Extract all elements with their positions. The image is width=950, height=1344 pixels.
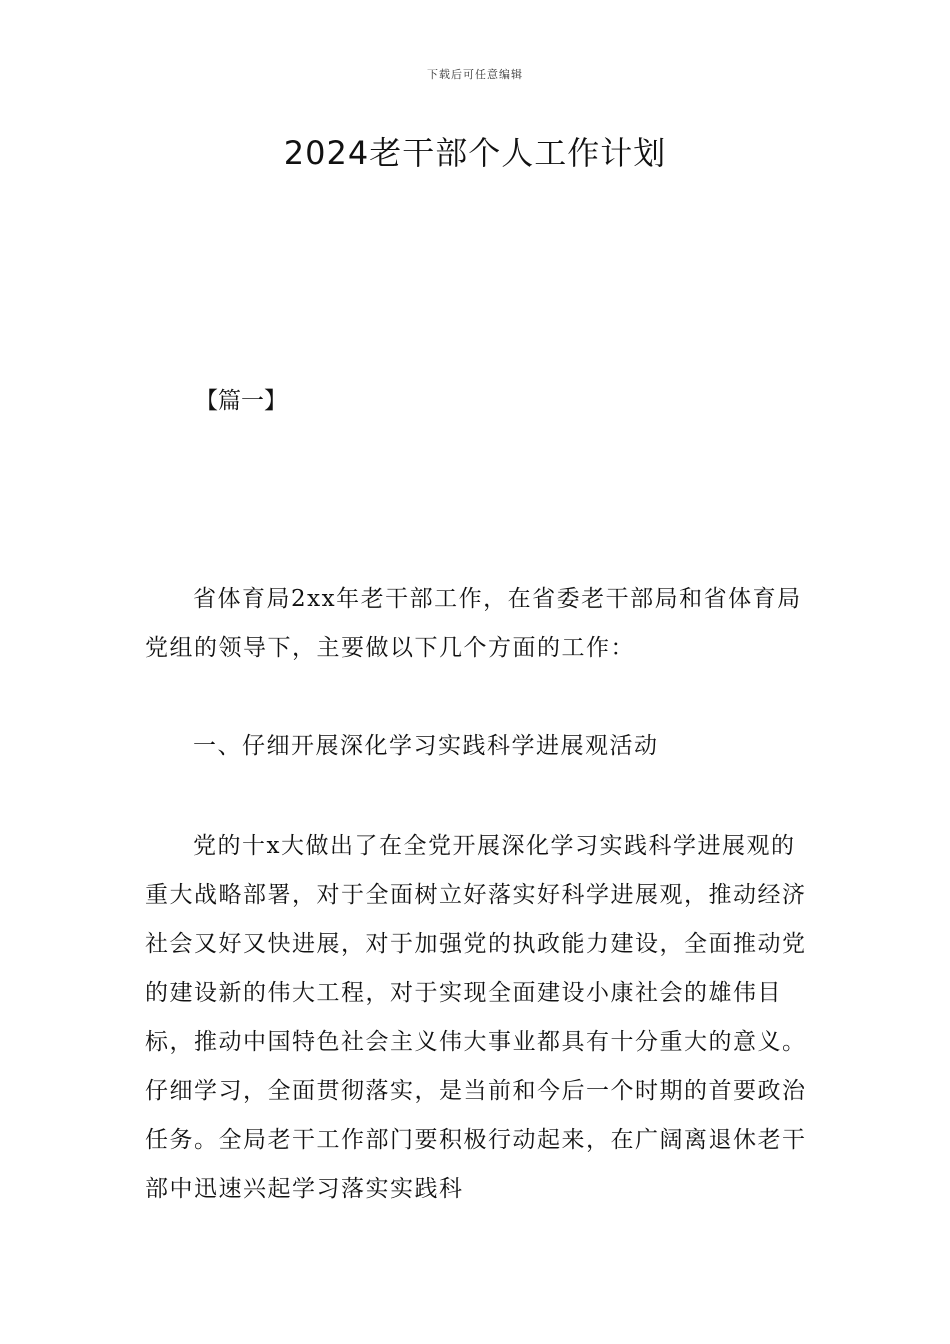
section-label: 【篇一】 — [195, 388, 287, 414]
intro-paragraph: 省体育局2xx年老干部工作，在省委老干部局和省体育局党组的领导下，主要做以下几个方面的工作： — [145, 586, 802, 661]
main-paragraph: 党的十x大做出了在全党开展深化学习实践科学进展观的重大战略部署，对于全面树立好落实好科学进展观，推动经济社会又好又快进展，对于加强党的执政能力建设，全面推动党的建设新的伟大工程，对于实现全面建设小康社会的雄伟目标，推动中国特色社会主义伟大事业都具有十分重大的意义。仔细学习，全面贯彻落实，是当前和今后一个时期的首要政治任务。全局老干工作部门要积极行动起来，在广阔离退休老干部中迅速兴起学习落实实践科 — [145, 833, 807, 1202]
header-note: 下载后可任意编辑 — [427, 68, 523, 81]
document-title: 2024老干部个人工作计划 — [283, 134, 667, 172]
section-heading: 一、仔细开展深化学习实践科学进展观活动 — [193, 733, 659, 759]
